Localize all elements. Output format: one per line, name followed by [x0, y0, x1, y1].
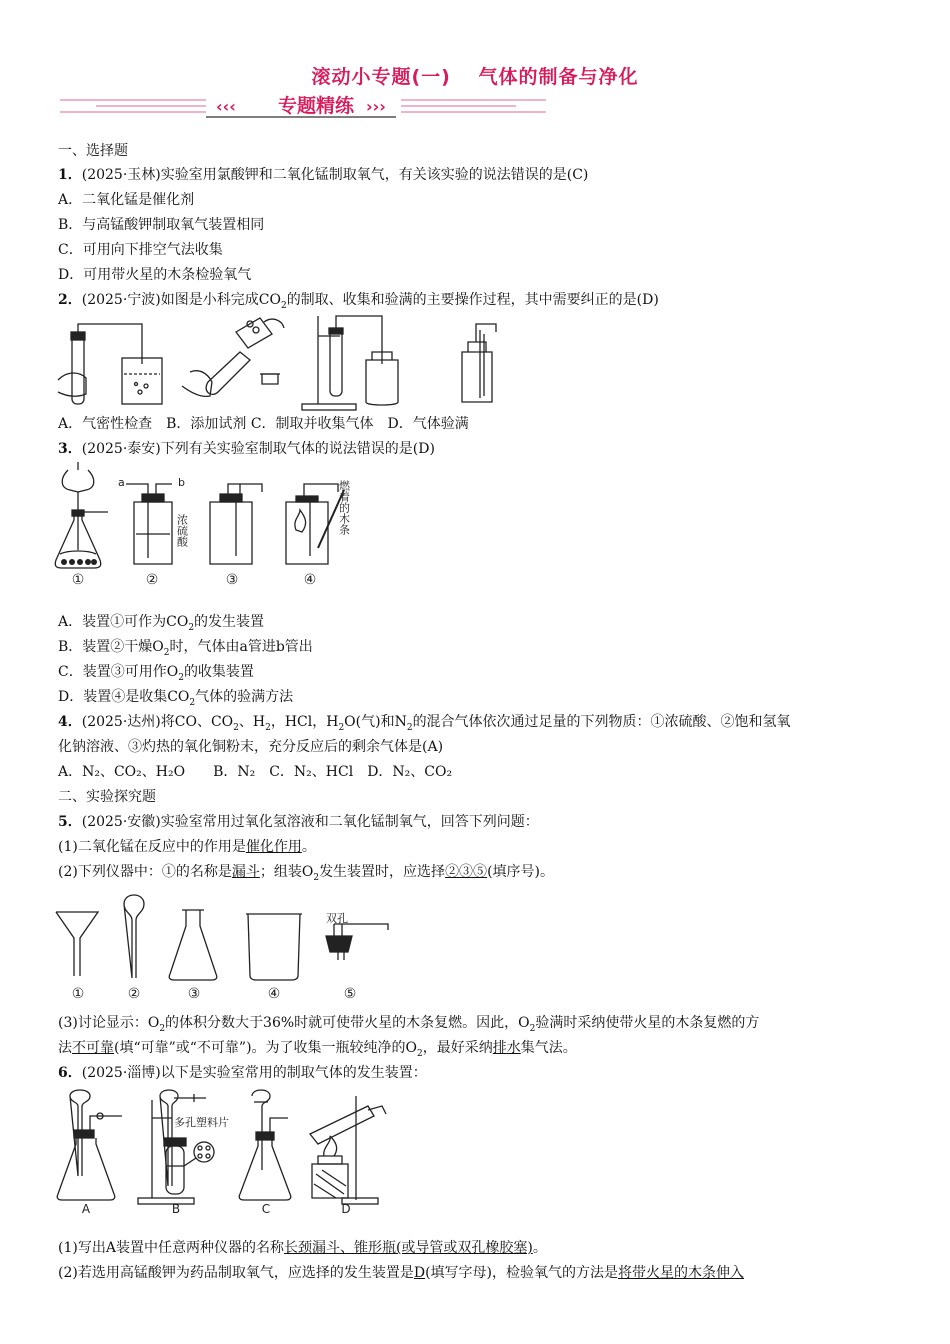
q6-part2: (2)若选用高锰酸钾为药品制取氧气，应选择的发生装置是D(填写字母)，检验氧气的方法是将带火星的木条伸入 [58, 1265, 745, 1281]
section-heading-experiment: 二、实验探究题 [58, 789, 156, 805]
q5-part3-line2: 法不可靠(填“可靠”或“不可靠”)。为了收集一瓶较纯净的$O_2$，最好采纳排水集气法。 [58, 1040, 577, 1059]
q6-fig-label-d: D [341, 1202, 351, 1214]
q5-answer-3b: 排水 [492, 1040, 521, 1056]
q3-figure [48, 458, 388, 588]
q6-fig-label-c: C [261, 1202, 271, 1214]
q1-option-d: D．可用带火星的木条检验氧气 [58, 267, 252, 283]
q5-fig-label-5: ⑤ [343, 986, 357, 1002]
q3-option-d: D．装置④是收集$CO_2$气体的验满方法 [58, 689, 294, 708]
q6-answer-2a: D [413, 1265, 426, 1281]
banner-label: 专题精练 [277, 95, 355, 117]
svg-text:‹‹‹: ‹‹‹ [216, 97, 236, 116]
q3-fig-label-1: ① [71, 572, 85, 588]
q5-answer-1: 催化作用 [245, 839, 302, 855]
q1-option-b: B．与高锰酸钾制取氧气装置相同 [58, 217, 265, 233]
q5-part2: (2)下列仪器中：①的名称是漏斗；组装$O_2$发生装置时，应选择②③⑤(填序号)。 [58, 864, 554, 883]
q4-options: A．N₂、CO₂、H₂O B．N₂ C．N₂、HCl D．N₂、CO₂ [58, 764, 453, 780]
q2-sub: 2 [280, 300, 287, 311]
q3-option-b: B．装置②干燥$O_2$时，气体由a管进b管出 [58, 639, 313, 658]
q3-label-acid: 浓硫酸 [175, 514, 189, 547]
q6-fig-label-b: B [171, 1202, 181, 1214]
q1-text: (2025·玉林)实验室用氯酸钾和二氧化锰制取氧气，有关该实验的说法错误的是(C) [81, 167, 589, 183]
q4-stem: 4．(2025·达州)将CO、$CO_2$、$H_2$，HCl，$H_2O$(气)和$N_2$的混合气体依次通过足量的下列物质：①浓硫酸、②饱和氢氧 [58, 714, 791, 733]
svg-text:›››: ››› [366, 97, 386, 116]
q6-part1: (1)写出A装置中任意两种仪器的名称长颈漏斗、锥形瓶(或导管或双孔橡胶塞)。 [58, 1240, 547, 1256]
section-banner [56, 90, 896, 122]
q3-option-a: A．装置①可作为$CO_2$的发生装置 [58, 614, 265, 633]
q6-figure [56, 1086, 396, 1214]
q3-option-c: C．装置③可用作$O_2$的收集装置 [58, 664, 254, 683]
q2-options: A．气密性检查 B．添加试剂 C．制取并收集气体 D．气体验满 [58, 416, 469, 432]
q5-fig-label-3: ③ [187, 986, 201, 1002]
q4-stem-line2: 化钠溶液、③灼热的氧化铜粉末，充分反应后的剩余气体是(A) [58, 739, 444, 755]
q5-figure [50, 890, 400, 1004]
q4-number: 4． [58, 714, 82, 730]
q1-stem [58, 165, 588, 185]
section-heading-choice: 一、选择题 [58, 143, 128, 159]
q5-label-double-hole: 双孔 [326, 912, 348, 925]
q6-label-plastic: 多孔塑料片 [174, 1116, 229, 1129]
q6-answer-1: 长颈漏斗、锥形瓶(或导管或双孔橡胶塞) [283, 1240, 533, 1256]
page-title: 滚动小专题(一) 气体的制备与净化 [311, 66, 639, 88]
q1-option-c: C．可用向下排空气法收集 [58, 242, 223, 258]
q2-text-b: 的制取、收集和验满的主要操作过程，其中需要纠正的是(D) [286, 292, 659, 308]
q5-part1: (1)二氧化锰在反应中的作用是催化作用。 [58, 839, 316, 855]
q3-number: 3． [58, 441, 82, 457]
q3-fig-label-2: ② [145, 572, 159, 588]
q3-label-stick: 燃着的木条 [337, 480, 351, 535]
q5-answer-2b: ②③⑤ [445, 864, 488, 880]
q3-fig-label-4: ④ [303, 572, 317, 588]
q3-text: (2025·泰安)下列有关实验室制取气体的说法错误的是(D) [81, 441, 435, 457]
q5-stem: 5．(2025·安徽)实验室常用过氧化氢溶液和二氧化锰制氧气，回答下列问题： [58, 814, 539, 830]
q5-part3: (3)讨论显示：$O_2$的体积分数大于36%时就可使带火星的木条复燃。因此，$O_2$验满时采纳使带火星的木条复燃的方 [58, 1015, 760, 1034]
q6-fig-label-a: A [81, 1202, 91, 1214]
q2-number: 2． [58, 292, 82, 308]
q3-stem [58, 439, 435, 459]
q6-answer-2b: 将带火星的木条伸入 [618, 1265, 745, 1281]
q5-fig-label-4: ④ [267, 986, 281, 1002]
q1-option-a: A．二氧化锰是催化剂 [58, 192, 195, 208]
q5-fig-label-1: ① [71, 986, 85, 1002]
q5-answer-2a: 漏斗 [231, 864, 260, 880]
q6-stem: 6．(2025·淄博)以下是实验室常用的制取气体的发生装置： [58, 1065, 427, 1081]
q3-label-b: b [178, 476, 185, 489]
q5-answer-3a: 不可靠 [72, 1040, 114, 1056]
q2-text-a: (2025·宁波)如图是小科完成CO [81, 292, 281, 308]
q6-number: 6． [58, 1065, 82, 1081]
q3-fig-label-3: ③ [225, 572, 239, 588]
q3-label-a: a [118, 476, 125, 489]
q1-number: 1． [58, 167, 82, 183]
q5-number: 5． [58, 814, 82, 830]
q2-figure [50, 312, 510, 412]
q5-fig-label-2: ② [127, 986, 141, 1002]
